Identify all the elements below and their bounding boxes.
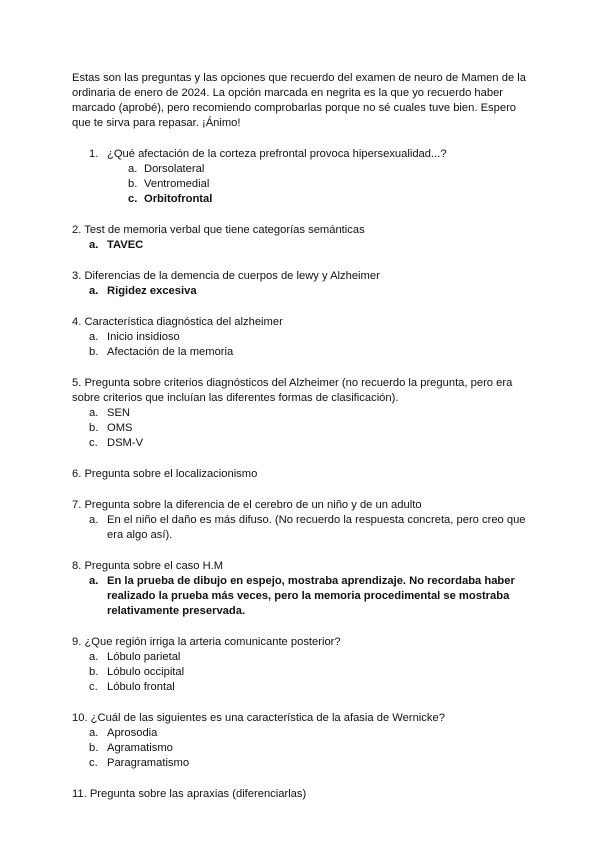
option-item: b. OMS <box>89 422 133 434</box>
question-5 <box>72 376 532 451</box>
intro-paragraph: Estas son las preguntas y las opciones que recuerdo del examen de neuro de Mamen de la ordinaria de enero de 2024. La opción marcada en negrita es la que yo recuerdo haber marcado (aprobé), pero recomiendo comprobarlas porque no sé cuales tuve bien. Espero que te sirva para repasar. ¡Ánimo! <box>72 72 526 129</box>
option-item-selected: a. TAVEC <box>89 239 144 251</box>
option-item: c. Paragramatismo <box>89 757 190 769</box>
question-9 <box>72 635 532 695</box>
question-text: 2. Test de memoria verbal que tiene categorías semánticas <box>72 224 365 236</box>
question-text: 4. Característica diagnóstica del alzheimer <box>72 316 283 328</box>
question-7 <box>72 498 532 543</box>
option-item: a. Dorsolateral <box>128 163 205 175</box>
question-text: 5. Pregunta sobre criterios diagnósticos del Alzheimer (no recuerdo la pregunta, pero era sobre criterios que incluían las diferentes formas de clasificación). <box>72 377 513 404</box>
question-4 <box>72 315 532 360</box>
option-item: a. Lóbulo parietal <box>89 651 181 663</box>
option-item: a. SEN <box>89 407 131 419</box>
option-list <box>72 330 532 360</box>
question-text: 7. Pregunta sobre la diferencia de el cerebro de un niño y de un adulto <box>72 499 422 511</box>
option-list <box>72 513 532 543</box>
question-text: 8. Pregunta sobre el caso H.M <box>72 560 224 572</box>
option-list <box>72 650 532 695</box>
option-list <box>72 238 532 253</box>
question-3 <box>72 269 532 299</box>
option-item: c. Lóbulo frontal <box>89 681 175 693</box>
option-list <box>72 162 532 207</box>
option-item: b. Agramatismo <box>89 742 173 754</box>
option-list <box>72 284 532 299</box>
question-text: 11. Pregunta sobre las apraxias (diferenciarlas) <box>72 788 307 800</box>
option-list <box>72 726 532 771</box>
option-item-selected: a. En la prueba de dibujo en espejo, mostraba aprendizaje. No recordaba haber realizado la prueba más veces, pero la memoria procedimental se mostraba relativamente preservada. <box>89 575 515 617</box>
question-8 <box>72 559 532 619</box>
question-text: 6. Pregunta sobre el localizacionismo <box>72 468 258 480</box>
question-number: 1. <box>89 148 99 160</box>
question-text: 9. ¿Que región irriga la arteria comunicante posterior? <box>72 636 341 648</box>
option-item: a. Inicio insidioso <box>89 331 180 343</box>
question-2 <box>72 223 532 253</box>
option-item: a. Aprosodia <box>89 727 158 739</box>
option-item: c. DSM-V <box>89 437 144 449</box>
document-page <box>72 71 532 818</box>
question-11 <box>72 787 532 802</box>
option-item-selected: c. Orbitofrontal <box>128 193 213 205</box>
option-item-selected: a. Rigidez excesiva <box>89 285 197 297</box>
option-list <box>72 574 532 619</box>
option-item: b. Lóbulo occipital <box>89 666 185 678</box>
question-text: 1. ¿Qué afectación de la corteza prefrontal provoca hipersexualidad...? <box>89 148 447 160</box>
question-6 <box>72 467 532 482</box>
question-10 <box>72 711 532 771</box>
option-item: b. Afectación de la memoria <box>89 346 234 358</box>
option-list <box>72 406 532 451</box>
option-item: a. En el niño el daño es más difuso. (No recuerdo la respuesta concreta, pero creo que era algo así). <box>89 514 526 541</box>
question-text: 3. Diferencias de la demencia de cuerpos de lewy y Alzheimer <box>72 270 380 282</box>
question-1 <box>72 147 532 207</box>
option-item: b. Ventromedial <box>128 178 210 190</box>
question-text: 10. ¿Cuál de las siguientes es una característica de la afasia de Wernicke? <box>72 712 445 724</box>
